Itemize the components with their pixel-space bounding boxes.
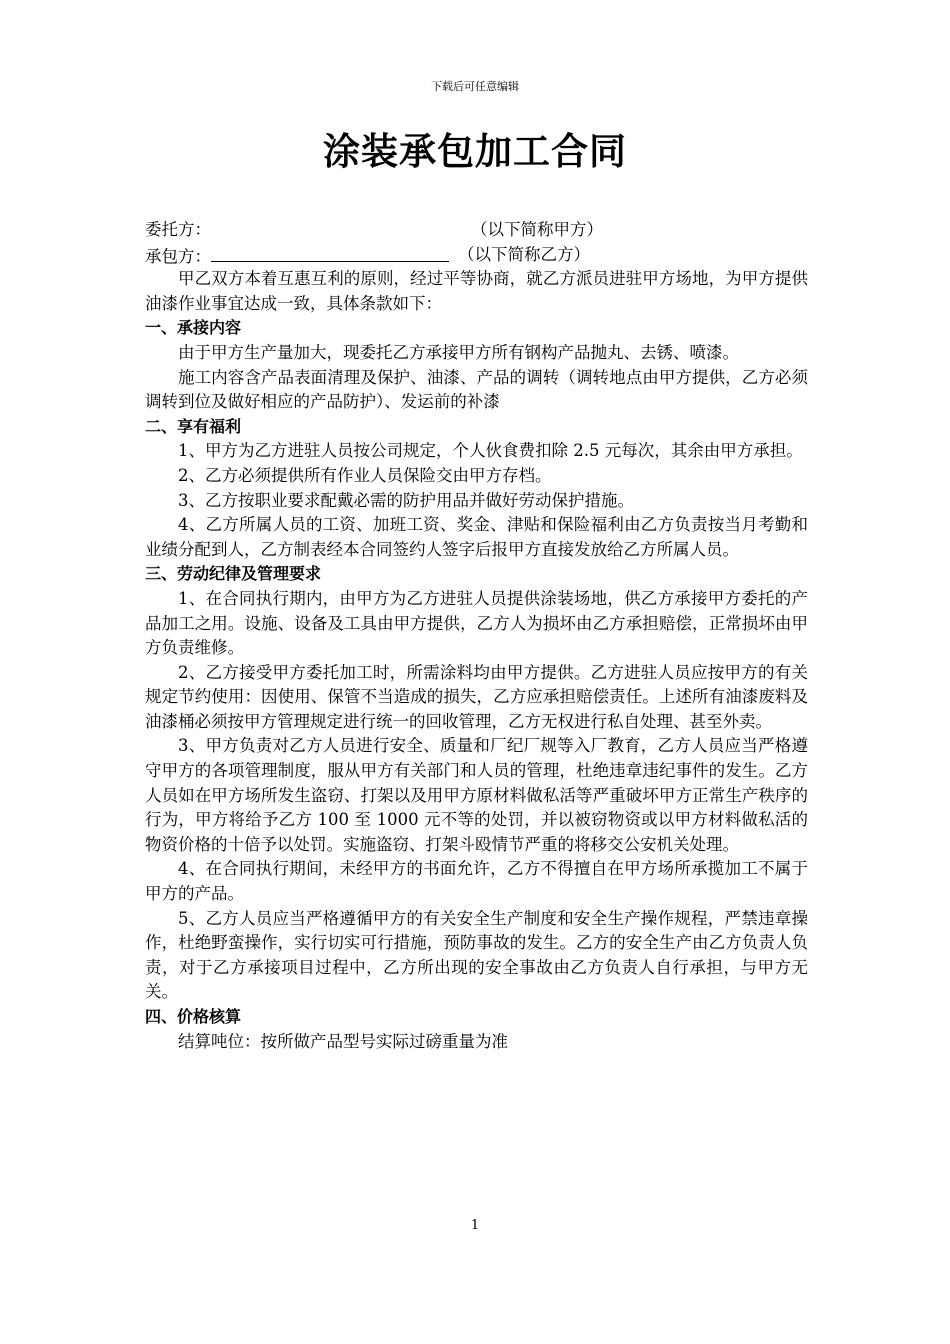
paragraph: 3、甲方负责对乙方人员进行安全、质量和厂纪厂规等入厂教育，乙方人员应当严格遵守甲方的各项管理制度，服从甲方有关部门和人员的管理，杜绝违章违纪事件的发生。乙方人员如在甲方场所发生盗窃、打架以及用甲方原材料做私活等严重破坏甲方正常生产秩序的行为，甲方将给予乙方 100 至 1000 元不等的处罚，并以被窃物资或以甲方材料做私活的物资价格的十倍予以处罚。实施盗窃、打架斗殴情节严重的将移交公安机关处理。 — [145, 736, 808, 854]
section-heading: 一、承接内容 — [145, 318, 242, 338]
contractor-blank-line — [211, 243, 449, 262]
client-label: 委托方： — [145, 220, 211, 239]
section-heading: 四、价格核算 — [145, 1007, 242, 1026]
paragraph: 1、在合同执行期内，由甲方为乙方进驻人员提供涂装场地，供乙方承接甲方委托的产品加工之用。设施、设备及工具由甲方提供，乙方人为损坏由乙方承担赔偿，正常损坏由甲方负责维修。 — [145, 588, 808, 658]
paragraph: 由于甲方生产量加大，现委托乙方承接甲方所有钢构产品抛丸、去锈、喷漆。 — [178, 342, 739, 362]
paragraph: 4、在合同执行期间，未经甲方的书面允许，乙方不得擅自在甲方场所承揽加工不属于甲方的产品。 — [145, 859, 808, 904]
client-note: （以下简称甲方） — [471, 220, 603, 239]
paragraph: 1、甲方为乙方进驻人员按公司规定，个人伙食费扣除 2.5 元每次，其余由甲方承担。 — [178, 441, 803, 461]
paragraph: 2、乙方必须提供所有作业人员保险交由甲方存档。 — [178, 465, 552, 485]
paragraph: 2、乙方接受甲方委托加工时，所需涂料均由甲方提供。乙方进驻人员应按甲方的有关规定节约使用：因使用、保管不当造成的损失，乙方应承担赔偿责任。上述所有油漆废料及油漆桶必须按甲方管理规定进行统一的回收管理，乙方无权进行私自处理、甚至外卖。 — [145, 662, 808, 731]
section-heading: 二、享有福利 — [145, 416, 242, 436]
contractor-label: 承包方： — [145, 246, 211, 266]
paragraph: 施工内容含产品表面清理及保护、油漆、产品的调转（调转地点由甲方提供，乙方必须调转到位及做好相应的产品防护）、发运前的补漆 — [145, 367, 808, 412]
paragraph: 结算吨位：按所做产品型号实际过磅重量为准 — [178, 1031, 508, 1051]
contractor-line — [145, 243, 808, 268]
paragraph: 3、乙方按职业要求配戴必需的防护用品并做好劳动保护措施。 — [178, 490, 634, 510]
contractor-note: （以下简称乙方） — [458, 244, 590, 264]
paragraph: 4、乙方所属人员的工资、加班工资、奖金、津贴和保险福利由乙方负责按当月考勤和业绩分配到人，乙方制表经本合同签约人签字后报甲方直接发放给乙方所属人员。 — [145, 515, 808, 559]
contract-body — [145, 218, 808, 1054]
page-number: 1 — [470, 1218, 480, 1233]
header-note: 下载后可任意编辑 — [431, 80, 519, 93]
paragraph: 5、乙方人员应当严格遵循甲方的有关安全生产制度和安全生产操作规程，严禁违章操作，杜绝野蛮操作，实行切实可行措施，预防事故的发生。乙方的安全生产由乙方负责人负责，对于乙方承接项目过程中，乙方所出现的安全事故由乙方负责人自行承担，与甲方无关。 — [145, 908, 808, 1002]
document-title: 涂装承包加工合同 — [323, 130, 627, 173]
section-heading: 三、劳动纪律及管理要求 — [145, 564, 322, 584]
client-line — [145, 218, 808, 243]
intro-paragraph: 甲乙双方本着互惠互利的原则，经过平等协商，就乙方派员进驻甲方场地，为甲方提供油漆作业事宜达成一致，具体条款如下： — [145, 269, 808, 313]
